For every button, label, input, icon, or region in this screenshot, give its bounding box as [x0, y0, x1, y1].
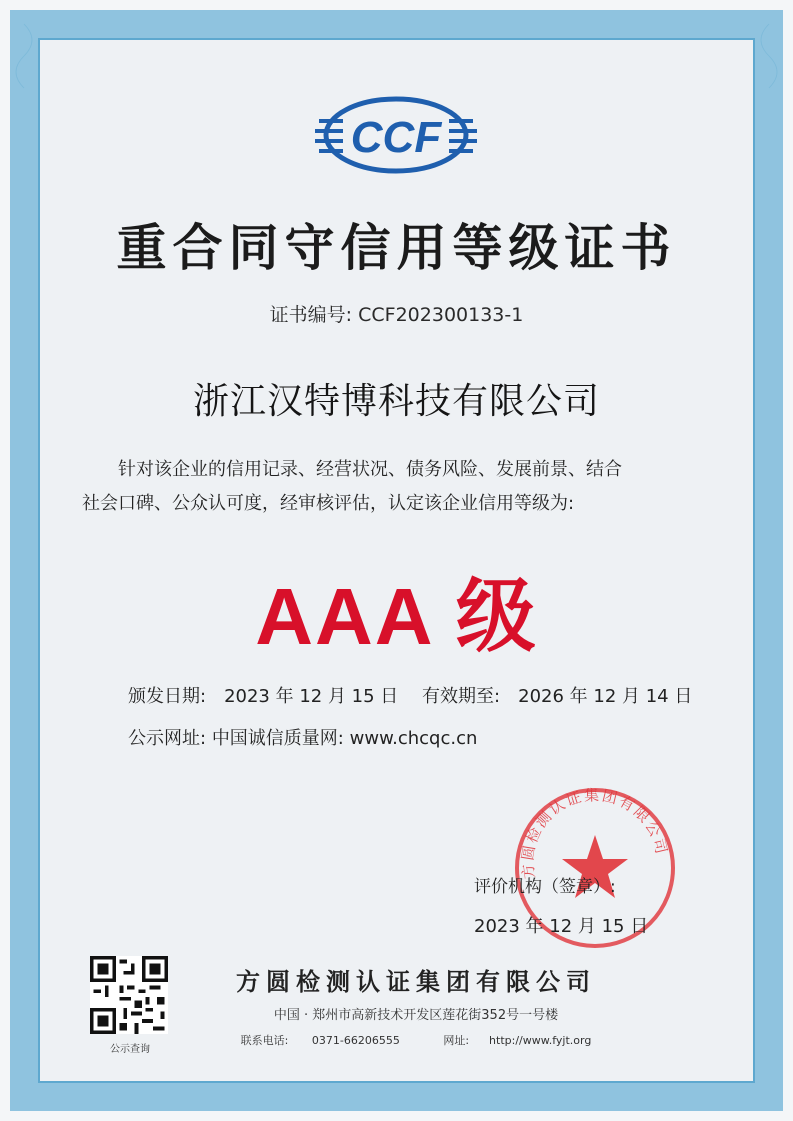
issuing-organization: 方圆检测认证集团有限公司 [236, 968, 596, 996]
seal-text: 方圆检测认证集团有限公司 [518, 786, 671, 880]
certificate-number [0, 300, 793, 327]
web-link[interactable]: http://www.fyjt.org [489, 1034, 592, 1047]
organization-address: 中国 · 郑州市高新技术开发区莲花街352号一号楼 [273, 1008, 559, 1023]
phone-info [231, 1034, 410, 1047]
web-info [433, 1034, 601, 1047]
ccf-logo-icon [311, 92, 481, 178]
qr-label: 公示查询 [110, 1044, 150, 1055]
website-name: 中国诚信质量网: [211, 728, 344, 749]
valid-date-label: 有效期至: [422, 686, 501, 707]
certificate-body [82, 453, 718, 521]
logo-text: CCF [350, 113, 442, 162]
credit-grade: AAA 级 [255, 572, 538, 661]
phone-label: 联系电话: [240, 1034, 289, 1047]
qr-code-icon[interactable] [90, 956, 168, 1034]
certificate-title: 重合同守信用等级证书 [116, 218, 677, 277]
cert-no-value: CCF202300133-1 [358, 304, 524, 326]
evaluator-label: 评价机构（签章）: [474, 877, 616, 897]
website-url: www.chcqc.cn [349, 728, 478, 749]
valid-date: 2026 年 12 月 14 日 [518, 686, 693, 707]
issue-date-label: 颁发日期: [128, 686, 207, 707]
organization-contact [196, 1032, 636, 1048]
company-name: 浙江汉特博科技有限公司 [192, 381, 600, 422]
web-label: 网址: [443, 1034, 470, 1047]
date-row [128, 682, 728, 708]
body-line-2: 社会口碑、公众认可度，经审核评估，认定该企业信用等级为: [82, 493, 575, 514]
cert-no-label: 证书编号: [269, 304, 353, 326]
issue-date: 2023 年 12 月 15 日 [224, 686, 399, 707]
evaluation-date: 2023 年 12 月 15 日 [474, 916, 649, 937]
phone-number: 0371-66206555 [311, 1034, 400, 1047]
website-label: 公示网址: [128, 728, 207, 749]
body-line-1: 针对该企业的信用记录、经营状况、债务风险、发展前景、结合 [118, 459, 622, 480]
website-row [128, 724, 728, 750]
